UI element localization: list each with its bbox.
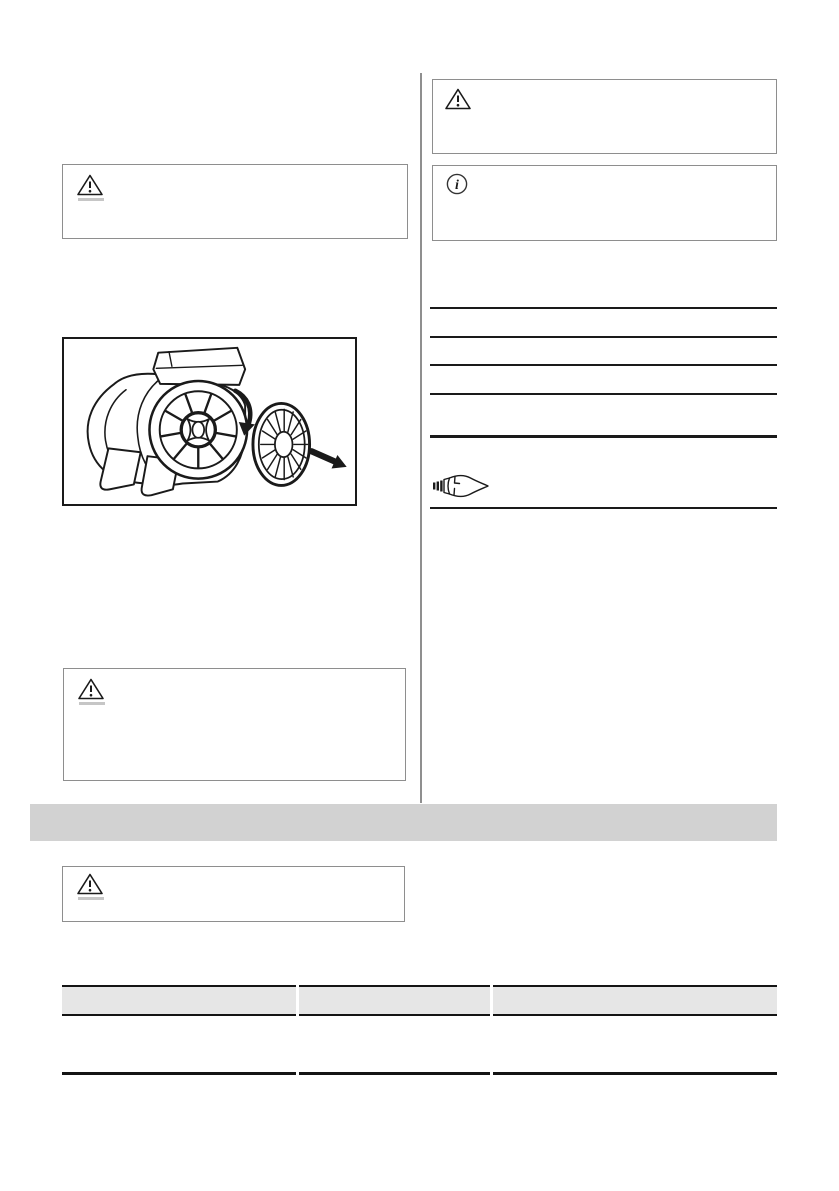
- oven-lamp-bulb-icon: [432, 472, 490, 500]
- bottom-table: [62, 985, 777, 1075]
- lamp-row: [432, 472, 490, 500]
- table-cell: [493, 1016, 777, 1075]
- icon-shadow: [78, 198, 104, 201]
- warning-box-top-right: [432, 79, 777, 154]
- info-circle-icon: [446, 173, 468, 195]
- header-cell: [493, 985, 777, 1016]
- warning-triangle-icon: [444, 87, 472, 111]
- spec-rule-4: [430, 393, 777, 395]
- header-cell: [299, 985, 490, 1016]
- header-cell: [62, 985, 296, 1016]
- section-banner: [30, 804, 777, 841]
- column-divider: [420, 73, 422, 803]
- warning-box-bottom-section: [62, 866, 405, 922]
- spec-rule-2: [430, 336, 777, 338]
- spec-rule-3: [430, 364, 777, 366]
- motor-filter-removal-illustration: [64, 339, 355, 504]
- icon-shadow: [78, 897, 104, 900]
- info-glyph: i: [455, 178, 459, 193]
- table-header-row: [62, 985, 777, 1016]
- figure-box: [62, 337, 357, 506]
- warning-box-bottom-left: [63, 668, 406, 781]
- table-cell: [62, 1016, 296, 1075]
- info-box: [432, 165, 777, 241]
- icon-shadow: [79, 702, 105, 705]
- warning-triangle-icon: [77, 677, 105, 701]
- table-row: [62, 1016, 777, 1075]
- warning-triangle-icon: [76, 872, 104, 896]
- warning-box-top-left: [62, 164, 408, 239]
- lamp-rule: [430, 507, 777, 509]
- spec-rule-bottom: [430, 435, 777, 438]
- warning-triangle-icon: [76, 173, 104, 197]
- table-cell: [299, 1016, 490, 1075]
- spec-rule-1: [430, 307, 777, 309]
